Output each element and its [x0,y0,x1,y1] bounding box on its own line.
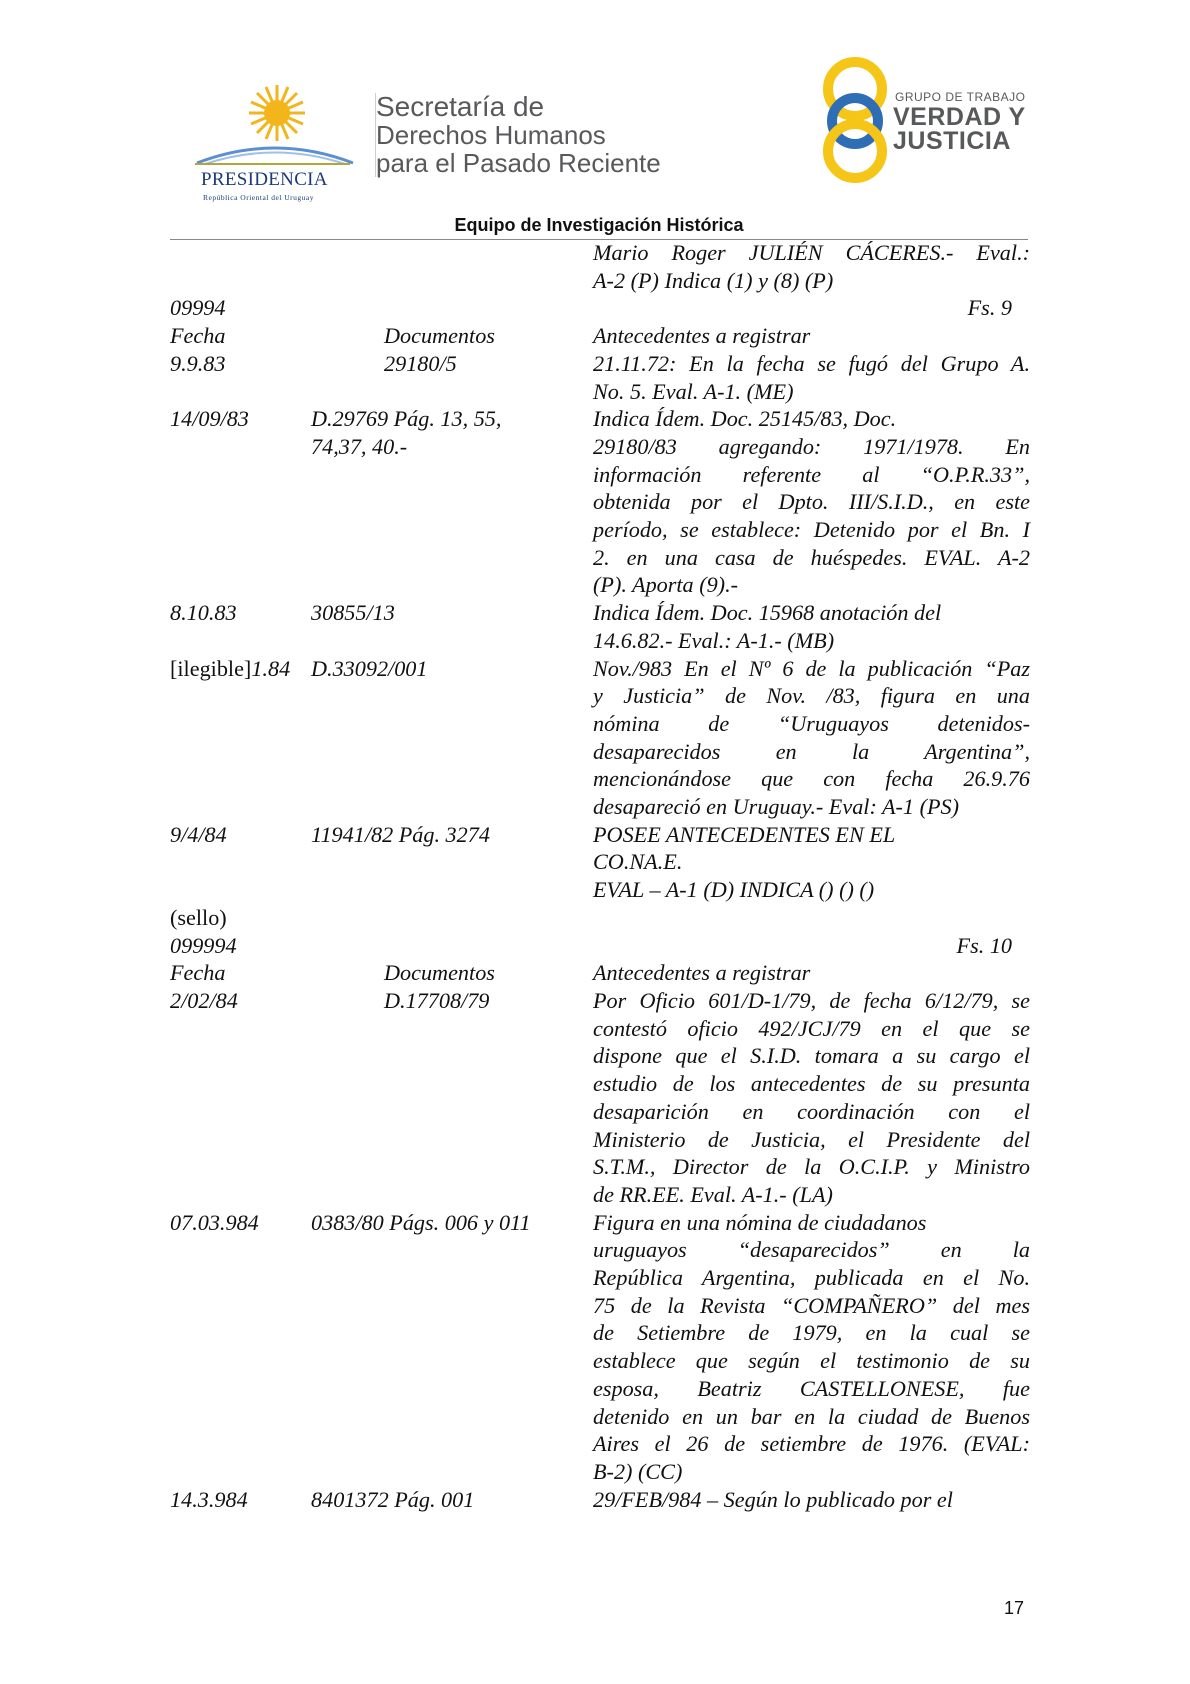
row-antecedente-line: nómina de “Uruguayos detenidos- [593,710,1030,736]
row-antecedente-line: dispone que el S.I.D. tomara a su cargo el [593,1043,1030,1069]
gtvj-line1: GRUPO DE TRABAJO [895,90,1026,104]
row-antecedente-line: S.T.M., Director de la O.C.I.P. y Ministro [593,1154,1030,1180]
row-document: 0383/80 Págs. 006 y 011 [311,1209,531,1235]
row-fecha: 07.03.984 [170,1209,259,1235]
horizon-arc-icon [195,139,355,165]
row-antecedente-line: de Setiembre de 1979, en la cual se [593,1320,1030,1346]
table-row [170,599,1030,654]
row-fecha: 9.9.83 [170,350,226,376]
row-document: 29180/5 [384,350,457,376]
presidencia-logo [195,83,355,202]
secretaria-line2: Derechos Humanos [376,120,606,150]
row-antecedente-line: (P). Aporta (9).- [593,572,739,598]
verdad-justicia-logo [820,55,1030,185]
row-fecha: 1.84 [251,655,291,681]
row-antecedente-line: Aires el 26 de setiembre de 1976. (EVAL: [593,1431,1030,1457]
row-document: 74,37, 40.- [311,433,408,459]
row-antecedente-line: y Justicia” de Nov. /83, figura en una [593,683,1030,709]
row-fecha: 8.10.83 [170,600,237,626]
page-header-title: Equipo de Investigación Histórica [454,215,744,235]
row-fecha: 14/09/83 [170,406,249,432]
row-antecedente-line: establece que según el testimonio de su [593,1348,1030,1374]
row-antecedente-line: 2. en una casa de huéspedes. EVAL. A-2 [593,544,1030,570]
row-antecedente-line: 75 de la Revista “COMPAÑERO” del mes [593,1292,1030,1318]
col-documentos-header: Documentos [384,323,495,349]
row-antecedente-line: Nov./983 En el Nº 6 de la publicación “Paz [593,655,1030,681]
carryover-line: A-2 (P) Indica (1) y (8) (P) [593,267,834,293]
row-antecedente-line: detenido en un bar en la ciudad de Buenos [593,1403,1030,1429]
row-document: 30855/13 [311,600,395,626]
row-document: D.17708/79 [384,987,490,1013]
gtvj-line3: JUSTICIA [893,127,1011,155]
column-headers [170,322,1030,350]
carryover-row [170,239,1030,294]
row-antecedente-line: período, se establece: Detenido por el Bn. I [593,517,1030,543]
row-fecha: 2/02/84 [170,987,238,1013]
row-antecedente-line: contestó oficio 492/JCJ/79 en el que se [593,1015,1030,1041]
row-antecedente-line: desaparición en coordinación con el [593,1098,1030,1124]
row-antecedente-line: Indica Ídem. Doc. 15968 anotación del [593,600,942,626]
row-antecedente-line: desaparecidos en la Argentina”, [593,738,1030,764]
row-antecedente-line: 29/FEB/984 – Según lo publicado por el [593,1486,953,1512]
row-antecedente-line: B-2) (CC) [593,1458,683,1484]
row-antecedente-line: obtenida por el Dpto. III/S.I.D., en este [593,489,1030,515]
row-antecedente-line: Ministerio de Justicia, el Presidente del [593,1126,1030,1152]
column-headers [170,959,1030,987]
row-antecedente-line: República Argentina, publicada en el No. [593,1265,1030,1291]
page-number: 17 [1004,1598,1025,1618]
col-antecedentes-header: Antecedentes a registrar [593,960,811,986]
row-document: 8401372 Pág. 001 [311,1486,475,1512]
sun-emblem-icon [247,83,307,143]
presidencia-name: PRESIDENCIA [201,169,328,190]
table-row [170,405,1030,599]
row-antecedente-line: 21.11.72: En la fecha se fugó del Grupo A. [593,350,1030,376]
file-line [170,932,1020,960]
col-antecedentes-header: Antecedentes a registrar [593,323,811,349]
row-antecedente-line: estudio de los antecedentes de su presunta [593,1071,1030,1097]
row-document: D.29769 Pág. 13, 55, [311,406,502,432]
file-number: 099994 [170,932,237,958]
linked-rings-icon [820,57,890,183]
secretaria-logo-text [375,93,661,177]
col-fecha-header: Fecha [170,960,226,986]
file-number: 09994 [170,295,226,321]
table-row [170,1209,1030,1486]
table-row [170,987,1030,1209]
row-antecedente-line: de RR.EE. Eval. A-1.- (LA) [593,1181,833,1207]
folio-number: Fs. 9 [967,295,1012,321]
row-antecedente-line: esposa, Beatriz CASTELLONESE, fue [593,1375,1030,1401]
table-row [170,655,1030,821]
row-antecedente-line: CO.NA.E. [593,849,683,875]
row-document: D.33092/001 [311,655,428,681]
presidencia-rule [195,163,350,165]
row-fecha: 9/4/84 [170,821,227,847]
seal-note: (sello) [170,904,227,930]
table-row [170,821,1030,904]
row-antecedente-line: mencionándose que con fecha 26.9.76 [593,766,1030,792]
secretaria-line3: para el Pasado Reciente [376,148,661,178]
row-antecedente-line: información referente al “O.P.R.33”, [593,461,1030,487]
illegible-mark: [ilegible] [170,655,252,681]
row-antecedente-line: EVAL – A-1 (D) INDICA () () () [593,877,875,903]
row-antecedente-line: Por Oficio 601/D-1/79, de fecha 6/12/79, se [593,987,1030,1013]
col-fecha-header: Fecha [170,323,226,349]
row-antecedente-line: desapareció en Uruguay.- Eval: A-1 (PS) [593,794,959,820]
row-document: 11941/82 Pág. 3274 [311,821,490,847]
row-antecedente-line: No. 5. Eval. A-1. (ME) [593,378,794,404]
row-antecedente-line: Figura en una nómina de ciudadanos [593,1209,927,1235]
row-antecedente-line: 14.6.82.- Eval.: A-1.- (MB) [593,627,835,653]
file-line [170,294,1020,322]
document-body [170,239,1030,1513]
row-antecedente-line: Indica Ídem. Doc. 25145/83, Doc. [593,406,897,432]
col-documentos-header: Documentos [384,960,495,986]
presidencia-subtitle: República Oriental del Uruguay [203,193,315,202]
gtvj-line2: VERDAD Y [893,103,1026,131]
folio-number: Fs. 10 [956,932,1012,958]
row-antecedente-line: 29180/83 agregando: 1971/1978. En [593,433,1030,459]
carryover-line: Mario Roger JULIÉN CÁCERES.- Eval.: [593,240,1030,265]
row-antecedente-line: POSEE ANTECEDENTES EN EL [593,821,896,847]
table-row [170,350,1030,405]
table-row [170,1486,1030,1514]
row-fecha: 14.3.984 [170,1486,248,1512]
secretaria-line1: Secretaría de [376,91,545,122]
row-antecedente-line: uruguayos “desaparecidos” en la [593,1237,1030,1263]
header-logos [195,55,1035,202]
